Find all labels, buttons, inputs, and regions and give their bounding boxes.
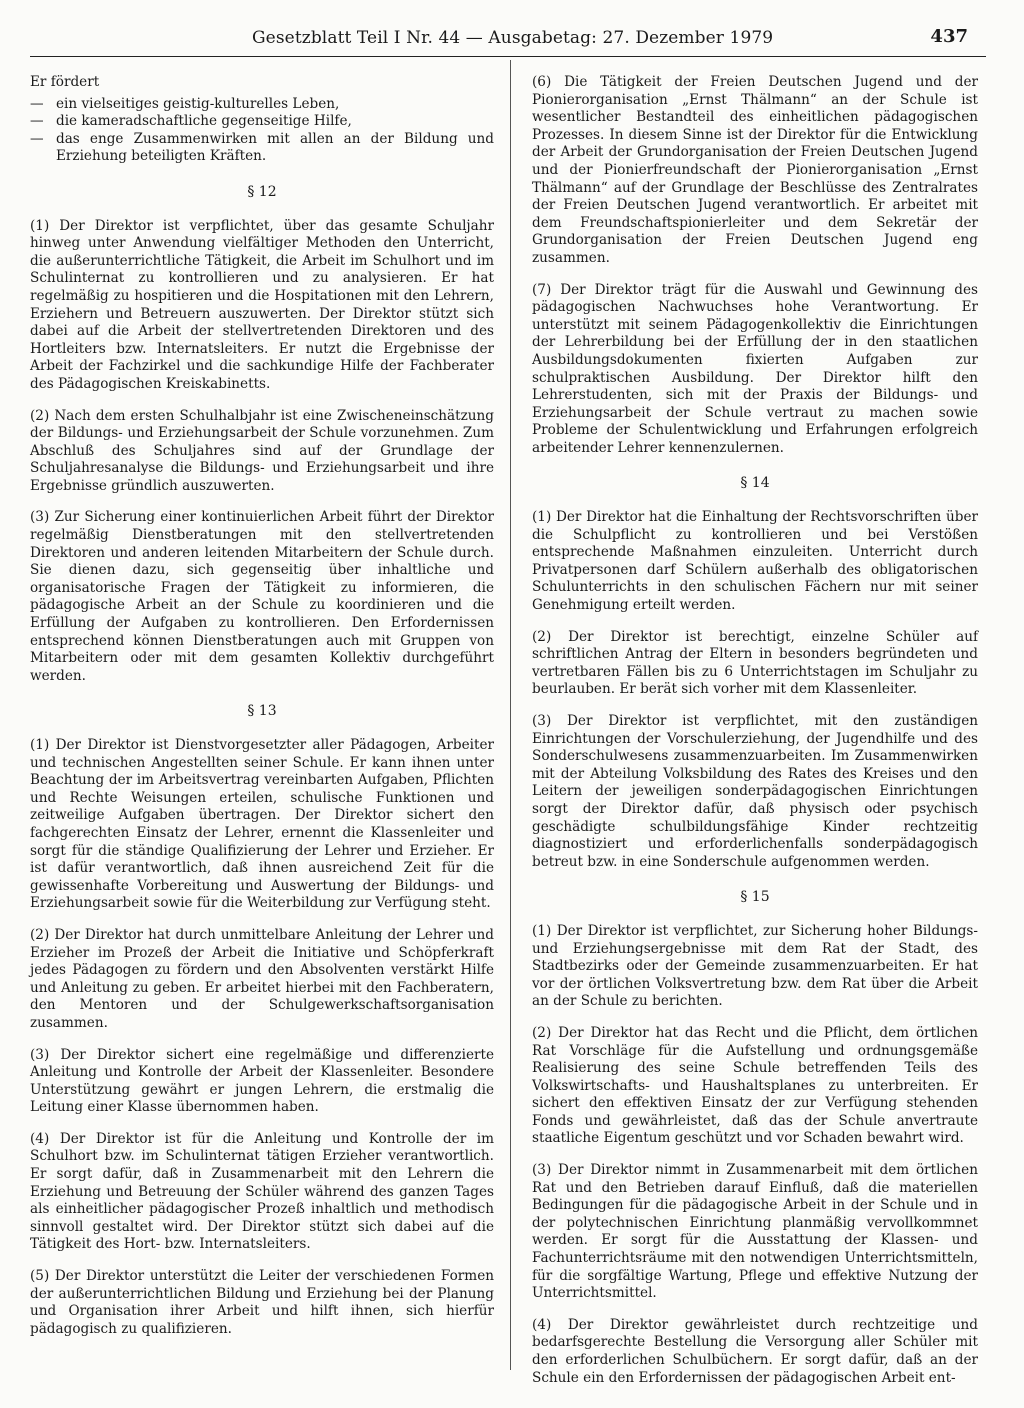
page-header [30, 26, 986, 57]
paragraph: (1) Der Direktor ist verpflichtet, über das gesamte Schuljahr hinweg unter Anwendung vielfältiger Methoden den Unterricht, die außerunterrichtliche Tätigkeit, die Arbeit im Schulhort und im Schulinternat zu kontrollieren und zu analysieren. Er hat regelmäßig zu hospitieren und die Hospitationen mit den Lehrern, Erziehern und Betreuern auszuwerten. Der Direktor stützt sich dabei auf die Arbeit der stellvertretenden Direktoren und des Hortleiters bzw. Internatsleiters. Er nutzt die Ergebnisse der Arbeit der Fachzirkel und die sachkundige Hilfe der Fachberater des Pädagogischen Kreiskabinetts. [30, 217, 494, 392]
paragraph: (4) Der Direktor gewährleistet durch rechtzeitige und bedarfsgerechte Bestellung die Versorgung aller Schüler mit den erforderlichen Schulbüchern. Er sorgt dafür, daß an der Schule ein den Erfordernissen der pädagogischen Arbeit ent- [532, 1316, 978, 1386]
paragraph: (3) Zur Sicherung einer kontinuierlichen Arbeit führt der Direktor regelmäßig Dienstberatungen mit den stellvertretenden Direktoren und anderen leitenden Mitarbeitern der Schule durch. Sie dienen dazu, sich gegenseitig über inhaltliche und organisatorische Fragen der Tätigkeit zu informieren, die pädagogische Arbeit an der Schule zu koordinieren und die Erfüllung der Aufgaben zu kontrollieren. Den Erfordernissen entsprechend können Dienstberatungen auch mit Gruppen von Mitarbeitern oder mit dem gesamten Kollektiv durchgeführt werden. [30, 509, 494, 684]
paragraph: (5) Der Direktor unterstützt die Leiter der verschiedenen Formen der außerunterrichtlichen Bildung und Erziehung bei der Planung und Organisation ihrer Arbeit und hilft ihnen, sich hierfür pädagogisch zu qualifizieren. [30, 1268, 494, 1337]
section-heading-13: § 13 [247, 703, 277, 720]
paragraph: (2) Der Direktor hat das Recht und die Pflicht, dem örtlichen Rat Vorschläge für die Aufstellung und ordnungsgemäße Realisierung des seine Schule betreffenden Teils des Volkswirtschafts- und Haushaltsplanes zu unterbreiten. Er sichert den effektiven Einsatz der zur Verfügung stehenden Fonds und gewährleistet, daß das der Schule anvertraute staatliche Eigentum geschützt und vor Schaden bewahrt wird. [532, 1024, 978, 1147]
list-item: — die kameradschaftliche gegenseitige Hilfe, [30, 113, 494, 131]
paragraph: (2) Der Direktor hat durch unmittelbare Anleitung der Lehrer und Erzieher im Prozeß der Arbeit die Initiative und Schöpferkraft jedes Pädagogen zu fördern und den Absolventen verstärkt Hilfe und Anleitung zu geben. Er arbeitet hierbei mit den Fachberatern, den Mentoren und der Schulgewerkschaftsorganisation zusammen. [30, 926, 494, 1031]
section-heading-15: § 15 [740, 889, 770, 906]
dash-list [30, 96, 494, 166]
text-columns [28, 74, 978, 1401]
paragraph: (3) Der Direktor ist verpflichtet, mit den zuständigen Einrichtungen der Vorschulerziehung, der Jugendhilfe und des Sonderschulwesens zusammenzuarbeiten. Im Zusammenwirken mit der Abteilung Volksbildung des Rates des Kreises und den Leitern der jeweiligen sonderpädagogischen Einrichtungen sorgt der Direktor dafür, daß physisch oder psychisch geschädigte schulbildungsfähige Kinder rechtzeitig diagnostiziert und erforderlichenfalls sonderpädagogisch betreut bzw. in eine Sonderschule aufgenommen werden. [532, 713, 978, 870]
paragraph: (3) Der Direktor nimmt in Zusammenarbeit mit dem örtlichen Rat und den Betrieben darauf Einfluß, daß die materiellen Bedingungen für die pädagogische Arbeit in der Schule und in der polytechnischen Einrichtung planmäßig vervollkommnet werden. Er sorgt für die Ausstattung der Klassen- und Fachunterrichtsräume mit den notwendigen Unterrichtsmitteln, für die sorgfältige Wartung, Pflege und effektive Nutzung der Unterrichtsmittel. [532, 1162, 978, 1302]
left-column [28, 74, 494, 1401]
list-item: — ein vielseitiges geistig-kulturelles Leben, [30, 96, 494, 114]
section-heading-14: § 14 [740, 475, 770, 492]
header-title: Gesetzblatt Teil I Nr. 44 — Ausgabetag: 27. Dezember 1979 [252, 28, 774, 48]
paragraph: (7) Der Direktor trägt für die Auswahl und Gewinnung des pädagogischen Nachwuchses hohe Verantwortung. Er unterstützt mit seinem Pädagogenkollektiv die Einrichtungen der Lehrerbildung bei der Erfüllung der in den staatlichen Ausbildungsdokumenten fixierten Aufgaben zur schulpraktischen Ausbildung. Der Direktor hilft den Lehrerstudenten, sich mit der Praxis der Bildungs- und Erziehungsarbeit der Schule vertraut zu machen sowie Probleme der Schulentwicklung und Erfahrungen erfolgreich arbeitender Lehrer kennenzulernen. [532, 281, 978, 456]
right-column [532, 74, 978, 1401]
section-heading-12: § 12 [247, 183, 277, 200]
intro-line: Er fördert [30, 74, 100, 90]
paragraph: (6) Die Tätigkeit der Freien Deutschen Jugend und der Pionierorganisation „Ernst Thälmann“ an der Schule ist wesentlicher Bestandteil des einheitlichen pädagogischen Prozesses. In diesem Sinne ist der Direktor für die Entwicklung der Arbeit der Grundorganisation der Freien Deutschen Jugend und der Pionierfreundschaft der Pionierorganisation „Ernst Thälmann“ auf der Grundlage der Beschlüsse des Zentralrates der Freien Deutschen Jugend verantwortlich. Er arbeitet mit dem Freundschaftspionierleiter und dem Sekretär der Grundorganisation der Freien Deutschen Jugend eng zusammen. [532, 74, 978, 266]
paragraph: (4) Der Direktor ist für die Anleitung und Kontrolle der im Schulhort bzw. im Schulinternat tätigen Erzieher verantwortlich. Er sorgt dafür, daß in Zusammenarbeit mit den Lehrern die Erziehung und Betreuung der Schüler während des ganzen Tages als einheitlicher pädagogischer Prozeß inhaltlich und methodisch sinnvoll gestaltet wird. Der Direktor stützt sich dabei auf die Tätigkeit des Hort- bzw. Internatsleiters. [30, 1130, 494, 1253]
list-item: — das enge Zusammenwirken mit allen an der Bildung und Erziehung beteiligten Kräften. [30, 131, 494, 166]
paragraph: (3) Der Direktor sichert eine regelmäßige und differenzierte Anleitung und Kontrolle der Arbeit der Klassenleiter. Besondere Unterstützung gewährt er jungen Lehrern, die erstmalig die Leitung einer Klasse übernommen haben. [30, 1046, 494, 1116]
paragraph: (2) Nach dem ersten Schulhalbjahr ist eine Zwischeneinschätzung der Bildungs- und Erziehungsarbeit der Schule vorzunehmen. Zum Abschluß des Schuljahres sind auf der Grundlage der Schuljahresanalyse die Bildungs- und Erziehungsarbeit und ihre Ergebnisse gründlich auszuwerten. [30, 407, 494, 494]
paragraph: (2) Der Direktor ist berechtigt, einzelne Schüler auf schriftlichen Antrag der Eltern in besonders begründeten und vertretbaren Fällen bis zu 6 Unterrichtstagen im Schuljahr zu beurlauben. Er berät sich vorher mit dem Klassenleiter. [532, 628, 978, 698]
paragraph: (1) Der Direktor ist verpflichtet, zur Sicherung hoher Bildungs- und Erziehungsergebnisse mit dem Rat der Stadt, des Stadtbezirks oder der Gemeinde zusammenzuarbeiten. Er hat vor der örtlichen Volksvertretung bzw. dem Rat über die Arbeit an der Schule zu berichten. [532, 922, 978, 1010]
paragraph: (1) Der Direktor hat die Einhaltung der Rechtsvorschriften über die Schulpflicht zu kontrollieren und bei Verstößen entsprechende Maßnahmen einzuleiten. Unterricht durch Privatpersonen darf Schülern außerhalb des obligatorischen Schulunterrichts in den schulischen Fächern nur mit seiner Genehmigung erteilt werden. [532, 509, 978, 614]
page-number: 437 [930, 26, 968, 47]
paragraph: (1) Der Direktor ist Dienstvorgesetzter aller Pädagogen, Arbeiter und technischen Angestellten seiner Schule. Er kann ihnen unter Beachtung der im Arbeitsvertrag vereinbarten Aufgaben, Pflichten und Rechte Weisungen erteilen, schulische Funktionen und zeitweilige Aufgaben übertragen. Der Direktor sichert den fachgerechten Einsatz der Lehrer, ernennt die Klassenleiter und sorgt für die ständige Qualifizierung der Lehrer und Erzieher. Er ist dafür verantwortlich, daß ihnen ausreichend Zeit für die gewissenhafte Vorbereitung und Auswertung der Bildungs- und Erziehungsarbeit sowie für die Weiterbildung zur Verfügung steht. [30, 737, 494, 912]
